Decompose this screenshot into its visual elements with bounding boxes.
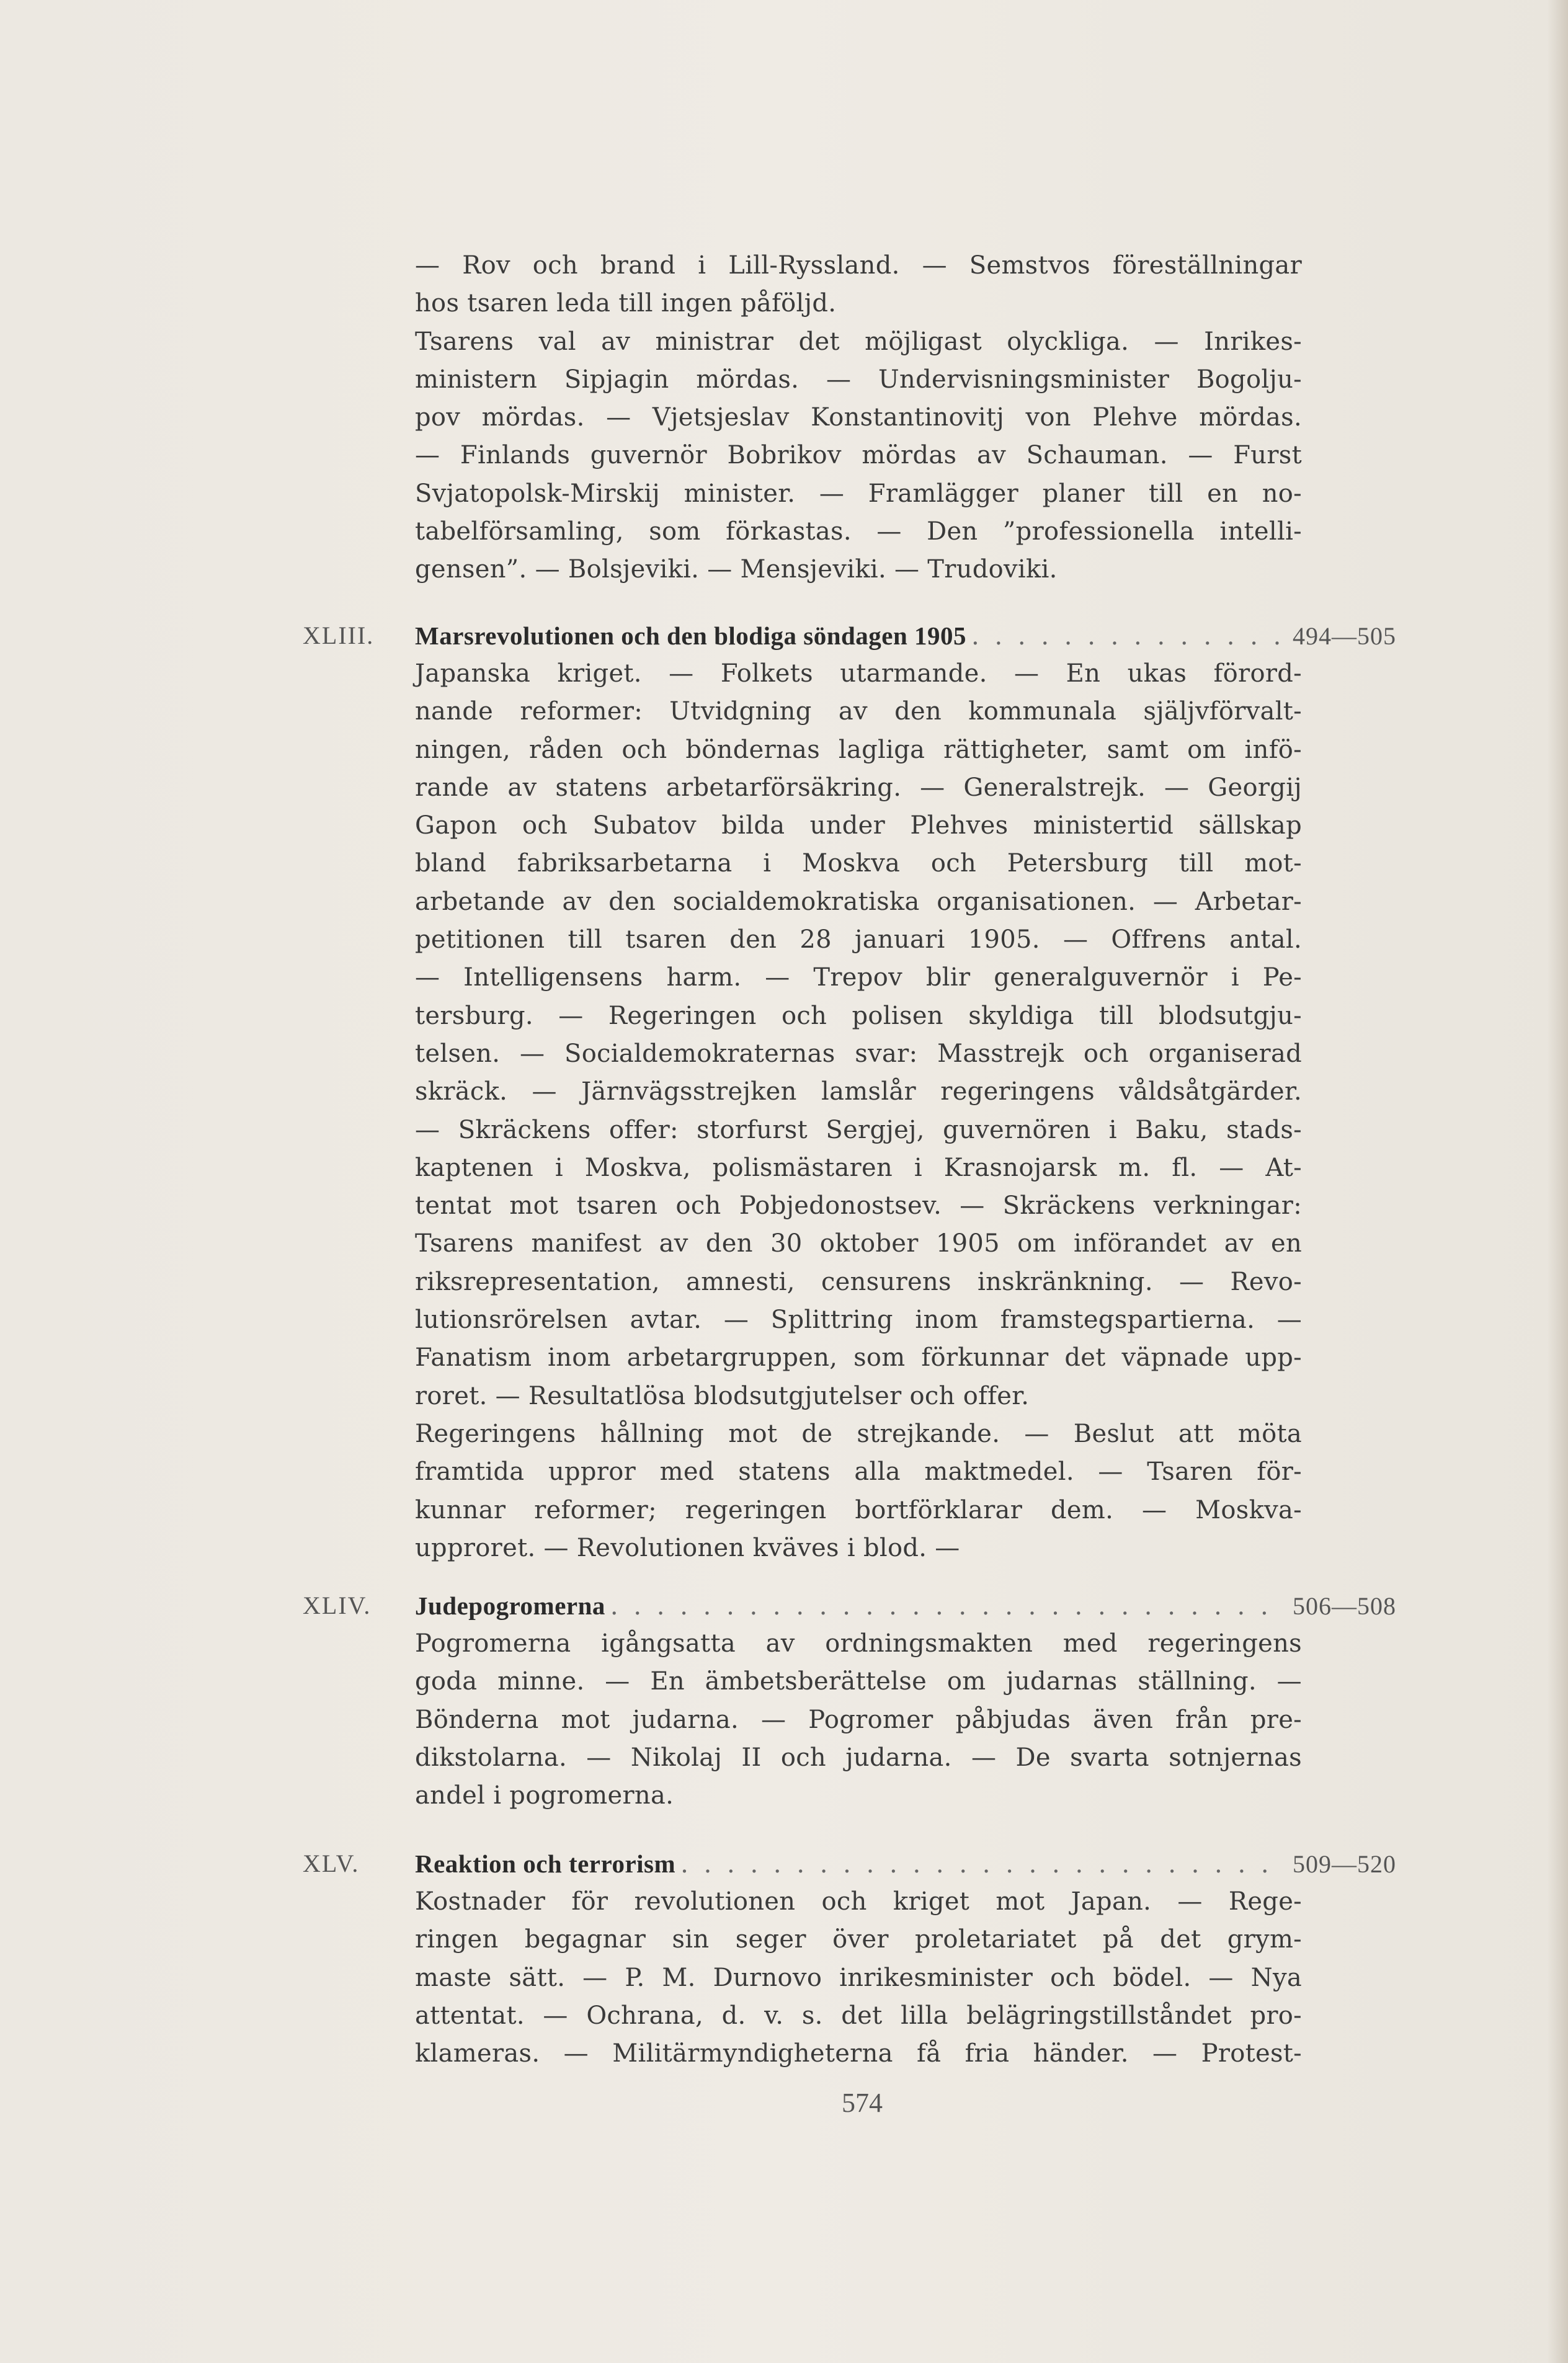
text-line: ringen begagnar sin seger över proletariatet på det grym-	[415, 1925, 1302, 1954]
text-line: arbetande av den socialdemokratiska organisationen. — Arbetar-	[415, 887, 1302, 916]
text-line: goda minne. — En ämbetsberättelse om judarnas ställning. —	[415, 1667, 1302, 1696]
text-line: telsen. — Socialdemokraternas svar: Masstrejk och organiserad	[415, 1039, 1302, 1068]
text-line: Kostnader för revolutionen och kriget mot Japan. — Rege-	[415, 1887, 1302, 1916]
chapter-title-row	[415, 616, 1396, 656]
text-line: Tsarens val av ministrar det möjligast olyckliga. — Inrikes-	[415, 327, 1302, 356]
text-line: Tsarens manifest av den 30 oktober 1905 om införandet av en	[415, 1229, 1302, 1258]
text-line: Fanatism inom arbetargruppen, som förkunnar det väpnade upp-	[415, 1343, 1302, 1373]
text-line: — Rov och brand i Lill-Ryssland. — Semstvos föreställningar	[415, 251, 1302, 280]
page-range: 509—520	[1293, 1850, 1396, 1878]
text-line: ningen, råden och böndernas lagliga rättigheter, samt om infö-	[415, 735, 1302, 764]
text-line: andel i pogromerna.	[415, 1781, 674, 1810]
leader-dots	[971, 617, 1284, 656]
text-line: — Skräckens offer: storfurst Sergjej, guvernören i Baku, stads-	[415, 1115, 1302, 1144]
text-line: ministern Sipjagin mördas. — Undervisningsminister Bogolju-	[415, 365, 1302, 394]
text-line: hos tsaren leda till ingen påföljd.	[415, 289, 837, 318]
text-line: tabelförsamling, som förkastas. — Den ”professionella intelli-	[415, 517, 1302, 546]
text-line: rande av statens arbetarförsäkring. — Generalstrejk. — Georgij	[415, 773, 1302, 802]
text-line: Pogromerna igångsatta av ordningsmakten med regeringens	[415, 1629, 1302, 1658]
text-line: — Intelligensens harm. — Trepov blir generalguvernör i Pe-	[415, 963, 1302, 992]
section-heading-xlv	[303, 1845, 1419, 1883]
text-line: — Finlands guvernör Bobrikov mördas av Schauman. — Furst	[415, 441, 1302, 470]
section-body-xliv	[415, 1625, 1302, 1815]
text-line: tersburg. — Regeringen och polisen skyldiga till blodsutgju-	[415, 1001, 1302, 1030]
leader-dots	[610, 1587, 1284, 1626]
text-line: Gapon och Subatov bilda under Plehves ministertid sällskap	[415, 811, 1302, 840]
text-line: gensen”. — Bolsjeviki. — Mensjeviki. — Trudoviki.	[415, 555, 1058, 584]
text-line: Japanska kriget. — Folkets utarmande. — En ukas förord-	[415, 659, 1302, 688]
section-heading-xliii	[303, 616, 1419, 655]
text-line: upproret. — Revolutionen kväves i blod. —	[415, 1533, 960, 1562]
text-line: pov mördas. — Vjetsjeslav Konstantinovitj von Plehve mördas.	[415, 403, 1302, 432]
text-line: dikstolarna. — Nikolaj II och judarna. — De svarta sotnjernas	[415, 1743, 1302, 1772]
text-line: maste sätt. — P. M. Durnovo inrikesminister och bödel. — Nya	[415, 1963, 1302, 1992]
chapter-title-row	[415, 1586, 1396, 1626]
text-line: lutionsrörelsen avtar. — Splittring inom framstegspartierna. —	[415, 1306, 1302, 1335]
intro-paragraph	[415, 247, 1302, 589]
chapter-title: Marsrevolutionen och den blodiga söndagen 1905	[415, 621, 967, 650]
text-line: attentat. — Ochrana, d. v. s. det lilla belägringstillståndet pro-	[415, 2001, 1302, 2030]
text-line: framtida uppror med statens alla maktmedel. — Tsaren för-	[415, 1457, 1302, 1487]
text-line: nande reformer: Utvidgning av den kommunala själjvförvalt-	[415, 697, 1302, 726]
chapter-title: Judepogromerna	[415, 1591, 605, 1620]
chapter-numeral: XLIV.	[303, 1591, 372, 1619]
page-range: 506—508	[1293, 1592, 1396, 1620]
chapter-numeral: XLV.	[303, 1849, 360, 1877]
text-line: kaptenen i Moskva, polismästaren i Krasnojarsk m. fl. — At-	[415, 1153, 1302, 1182]
text-line: tentat mot tsaren och Pobjedonostsev. — Skräckens verkningar:	[415, 1191, 1302, 1221]
text-line: roret. — Resultatlösa blodsutgjutelser och offer.	[415, 1381, 1030, 1410]
text-line: Svjatopolsk-Mirskij minister. — Framlägger planer till en no-	[415, 479, 1302, 508]
chapter-title-row	[415, 1845, 1396, 1884]
page-number: 574	[842, 2088, 883, 2118]
text-line: Regeringens hållning mot de strejkande. — Beslut att möta	[415, 1419, 1302, 1448]
section-heading-xliv	[303, 1586, 1419, 1625]
chapter-numeral: XLIII.	[303, 621, 375, 649]
section-body-xliii	[415, 655, 1302, 1567]
text-line: bland fabriksarbetarna i Moskva och Petersburg till mot-	[415, 849, 1302, 878]
page-edge-shadow	[1547, 0, 1568, 2363]
section-body-xlv	[415, 1883, 1302, 2073]
text-line: skräck. — Järnvägsstrejken lamslår regeringens våldsåtgärder.	[415, 1077, 1302, 1106]
page-range: 494—505	[1293, 622, 1396, 650]
text-line: petitionen till tsaren den 28 januari 1905. — Offrens antal.	[415, 925, 1302, 955]
text-line: riksrepresentation, amnesti, censurens inskränkning. — Revo-	[415, 1267, 1302, 1296]
chapter-title: Reaktion och terrorism	[415, 1849, 676, 1878]
text-line: klameras. — Militärmyndigheterna få fria händer. — Protest-	[415, 2039, 1302, 2068]
text-line: kunnar reformer; regeringen bortförklarar dem. — Moskva-	[415, 1495, 1302, 1524]
leader-dots	[680, 1845, 1284, 1884]
text-line: Bönderna mot judarna. — Pogromer påbjudas även från pre-	[415, 1705, 1302, 1734]
